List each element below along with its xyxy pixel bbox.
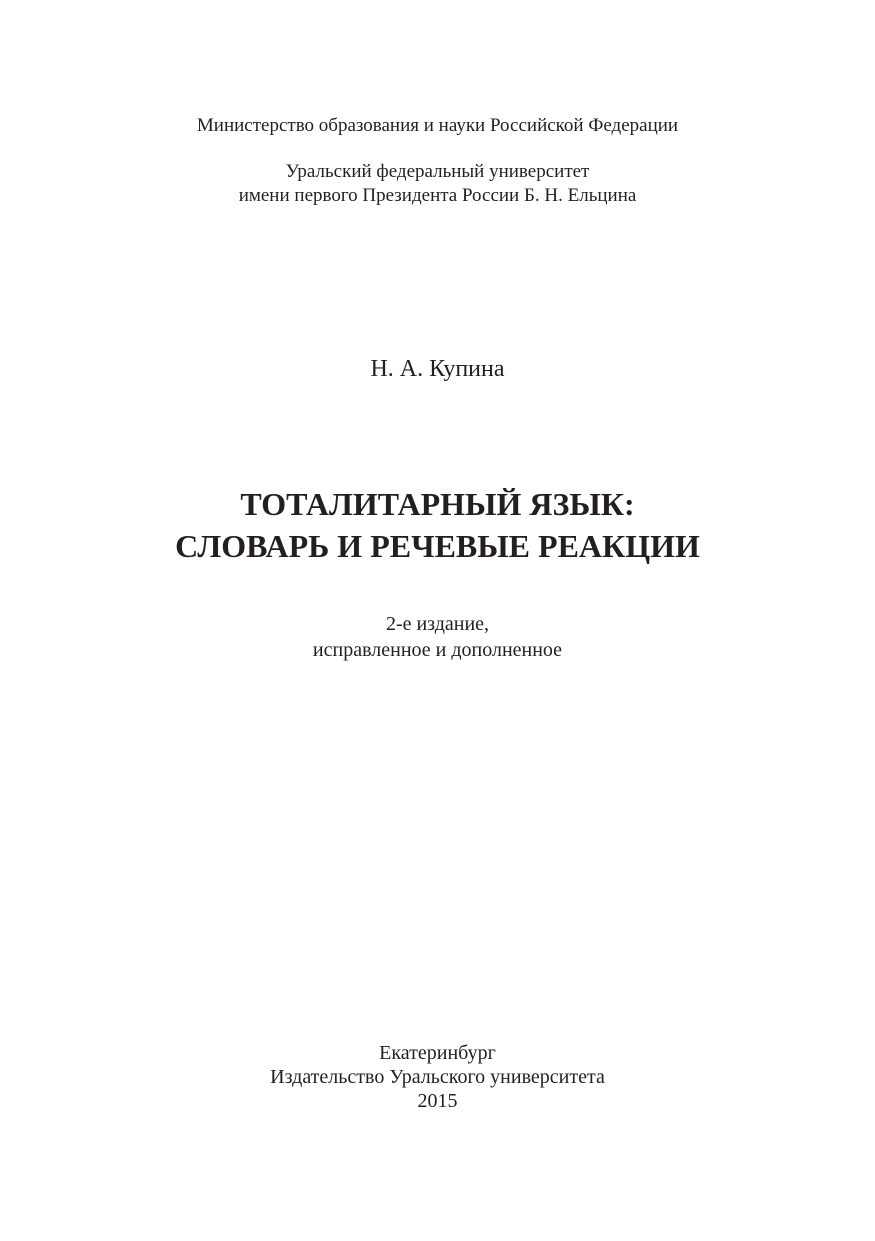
edition-line-1: 2-е издание, (385, 613, 490, 635)
imprint-city: Екатеринбург (379, 1042, 496, 1064)
book-title-line-1: ТОТАЛИТАРНЫЙ ЯЗЫК: (240, 486, 635, 522)
imprint-year: 2015 (417, 1090, 458, 1112)
university-name-line-2: имени первого Президента России Б. Н. Ельцина (238, 185, 637, 206)
author-name: Н. А. Купина (370, 356, 505, 382)
book-title-line-2: СЛОВАРЬ И РЕЧЕВЫЕ РЕАКЦИИ (175, 528, 700, 564)
edition-line-2: исправленное и дополненное (312, 639, 563, 661)
imprint-publisher: Издательство Уральского университета (270, 1066, 605, 1088)
university-name-line: Уральский федеральный университет (285, 161, 590, 182)
ministry-line: Министерство образования и науки Российской Федерации (196, 115, 679, 136)
